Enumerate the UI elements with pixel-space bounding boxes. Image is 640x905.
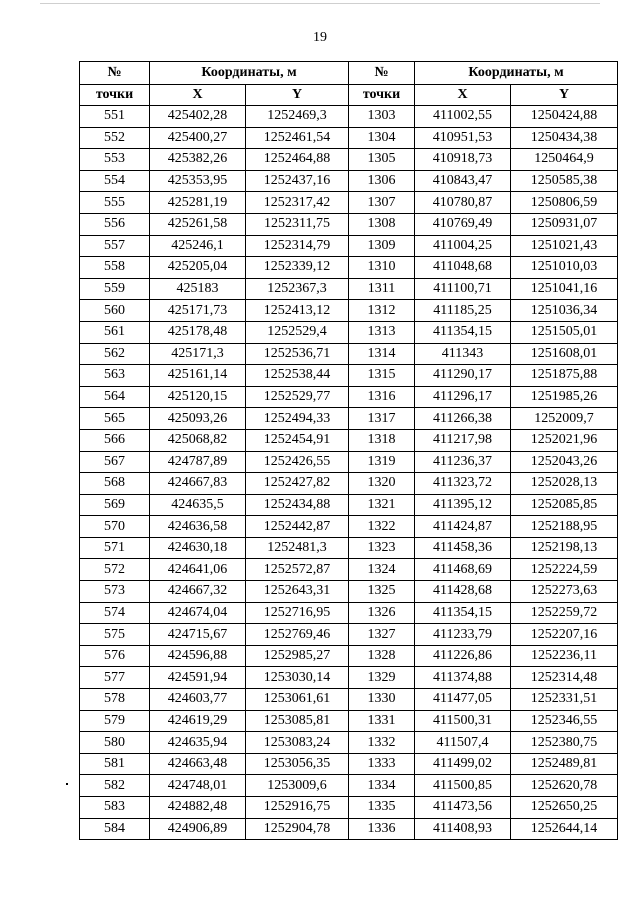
x-coordinate-right: 411002,55 xyxy=(415,106,511,128)
y-coordinate-right: 1252380,75 xyxy=(511,732,618,754)
x-coordinate-left: 425261,58 xyxy=(150,213,246,235)
point-number-right: 1329 xyxy=(349,667,415,689)
y-coordinate-right: 1251021,43 xyxy=(511,235,618,257)
point-number-right: 1326 xyxy=(349,602,415,624)
y-coordinate-left: 1252434,88 xyxy=(246,494,349,516)
y-coordinate-right: 1250424,88 xyxy=(511,106,618,128)
y-coordinate-right: 1251041,16 xyxy=(511,278,618,300)
point-number-left: 576 xyxy=(80,645,150,667)
y-coordinate-left: 1252572,87 xyxy=(246,559,349,581)
x-coordinate-left: 425120,15 xyxy=(150,386,246,408)
y-coordinate-right: 1251505,01 xyxy=(511,321,618,343)
table-row xyxy=(80,732,618,754)
point-label-header-right: точки xyxy=(349,85,415,106)
y-coordinate-right: 1252085,85 xyxy=(511,494,618,516)
table-row xyxy=(80,581,618,603)
table-row xyxy=(80,494,618,516)
header-row-top xyxy=(80,62,618,85)
table-row xyxy=(80,645,618,667)
x-coordinate-left: 424596,88 xyxy=(150,645,246,667)
x-coordinate-right: 411266,38 xyxy=(415,408,511,430)
point-number-left: 555 xyxy=(80,192,150,214)
point-number-right: 1335 xyxy=(349,797,415,819)
point-number-right: 1319 xyxy=(349,451,415,473)
y-coordinate-left: 1252469,3 xyxy=(246,106,349,128)
table-row xyxy=(80,127,618,149)
x-coordinate-right: 411424,87 xyxy=(415,516,511,538)
table-row xyxy=(80,624,618,646)
point-number-left: 581 xyxy=(80,753,150,775)
y-coordinate-right: 1250434,38 xyxy=(511,127,618,149)
x-coordinate-right: 410951,53 xyxy=(415,127,511,149)
table-row xyxy=(80,278,618,300)
point-number-right: 1306 xyxy=(349,170,415,192)
x-coordinate-right: 411233,79 xyxy=(415,624,511,646)
point-number-right: 1330 xyxy=(349,689,415,711)
y-coordinate-left: 1253083,24 xyxy=(246,732,349,754)
y-coordinate-right: 1252331,51 xyxy=(511,689,618,711)
point-number-left: 570 xyxy=(80,516,150,538)
x-header-left: X xyxy=(150,85,246,106)
y-coordinate-left: 1252716,95 xyxy=(246,602,349,624)
y-coordinate-left: 1252413,12 xyxy=(246,300,349,322)
table-row xyxy=(80,710,618,732)
x-coordinate-right: 411500,85 xyxy=(415,775,511,797)
table-row xyxy=(80,753,618,775)
x-coordinate-right: 411428,68 xyxy=(415,581,511,603)
y-coordinate-right: 1252028,13 xyxy=(511,473,618,495)
table-row xyxy=(80,667,618,689)
x-coordinate-left: 425400,27 xyxy=(150,127,246,149)
point-number-right: 1325 xyxy=(349,581,415,603)
point-number-right: 1320 xyxy=(349,473,415,495)
y-coordinate-left: 1252367,3 xyxy=(246,278,349,300)
table-row xyxy=(80,797,618,819)
x-coordinate-left: 425161,14 xyxy=(150,365,246,387)
y-coordinate-right: 1252259,72 xyxy=(511,602,618,624)
x-coordinate-right: 411354,15 xyxy=(415,321,511,343)
y-coordinate-left: 1252538,44 xyxy=(246,365,349,387)
y-coordinate-right: 1252224,59 xyxy=(511,559,618,581)
y-coordinate-right: 1250464,9 xyxy=(511,149,618,171)
header-row-bottom xyxy=(80,85,618,106)
coordinates-header-left: Координаты, м xyxy=(150,62,349,85)
y-coordinate-left: 1252427,82 xyxy=(246,473,349,495)
y-coordinate-right: 1251875,88 xyxy=(511,365,618,387)
point-number-left: 562 xyxy=(80,343,150,365)
point-number-left: 579 xyxy=(80,710,150,732)
x-coordinate-left: 425171,3 xyxy=(150,343,246,365)
y-coordinate-left: 1252529,4 xyxy=(246,321,349,343)
table-row xyxy=(80,300,618,322)
x-coordinate-left: 424663,48 xyxy=(150,753,246,775)
table-row xyxy=(80,559,618,581)
point-number-right: 1303 xyxy=(349,106,415,128)
y-coordinate-right: 1252620,78 xyxy=(511,775,618,797)
x-coordinate-left: 424667,83 xyxy=(150,473,246,495)
x-coordinate-left: 424641,06 xyxy=(150,559,246,581)
y-coordinate-right: 1252650,25 xyxy=(511,797,618,819)
x-coordinate-right: 411507,4 xyxy=(415,732,511,754)
x-coordinate-right: 411185,25 xyxy=(415,300,511,322)
y-coordinate-left: 1252985,27 xyxy=(246,645,349,667)
y-coordinate-left: 1252464,88 xyxy=(246,149,349,171)
point-number-left: 575 xyxy=(80,624,150,646)
x-coordinate-left: 425171,73 xyxy=(150,300,246,322)
table-row xyxy=(80,408,618,430)
x-coordinate-left: 425382,26 xyxy=(150,149,246,171)
point-number-right: 1313 xyxy=(349,321,415,343)
x-coordinate-left: 424715,67 xyxy=(150,624,246,646)
y-coordinate-left: 1252481,3 xyxy=(246,537,349,559)
point-number-left: 560 xyxy=(80,300,150,322)
table-row xyxy=(80,818,618,840)
x-coordinate-left: 424906,89 xyxy=(150,818,246,840)
point-number-right: 1304 xyxy=(349,127,415,149)
table-row xyxy=(80,192,618,214)
x-coordinate-left: 424787,89 xyxy=(150,451,246,473)
point-number-left: 557 xyxy=(80,235,150,257)
point-number-right: 1322 xyxy=(349,516,415,538)
y-coordinate-right: 1251608,01 xyxy=(511,343,618,365)
point-number-left: 561 xyxy=(80,321,150,343)
y-header-left: Y xyxy=(246,85,349,106)
point-number-right: 1309 xyxy=(349,235,415,257)
y-coordinate-left: 1252311,75 xyxy=(246,213,349,235)
x-coordinate-left: 425246,1 xyxy=(150,235,246,257)
y-coordinate-left: 1252494,33 xyxy=(246,408,349,430)
point-number-left: 567 xyxy=(80,451,150,473)
point-number-left: 571 xyxy=(80,537,150,559)
y-coordinate-left: 1253009,6 xyxy=(246,775,349,797)
point-number-right: 1312 xyxy=(349,300,415,322)
y-coordinate-right: 1252236,11 xyxy=(511,645,618,667)
point-number-right: 1307 xyxy=(349,192,415,214)
x-coordinate-left: 424635,5 xyxy=(150,494,246,516)
scan-speck xyxy=(66,783,68,785)
y-coordinate-left: 1252916,75 xyxy=(246,797,349,819)
y-coordinate-right: 1250931,07 xyxy=(511,213,618,235)
x-coordinate-right: 411468,69 xyxy=(415,559,511,581)
point-number-right: 1314 xyxy=(349,343,415,365)
scan-top-edge-line xyxy=(40,3,600,4)
y-coordinate-right: 1251985,26 xyxy=(511,386,618,408)
point-number-right: 1318 xyxy=(349,429,415,451)
x-coordinate-right: 411048,68 xyxy=(415,257,511,279)
point-number-left: 568 xyxy=(80,473,150,495)
y-coordinate-right: 1251010,03 xyxy=(511,257,618,279)
y-coordinate-left: 1252461,54 xyxy=(246,127,349,149)
point-number-left: 552 xyxy=(80,127,150,149)
point-number-right: 1305 xyxy=(349,149,415,171)
point-number-right: 1333 xyxy=(349,753,415,775)
x-coordinate-left: 424674,04 xyxy=(150,602,246,624)
x-coordinate-right: 411296,17 xyxy=(415,386,511,408)
point-number-left: 584 xyxy=(80,818,150,840)
point-number-right: 1316 xyxy=(349,386,415,408)
table-row xyxy=(80,257,618,279)
point-number-left: 554 xyxy=(80,170,150,192)
table-row xyxy=(80,235,618,257)
table-row xyxy=(80,451,618,473)
point-number-left: 566 xyxy=(80,429,150,451)
y-coordinate-left: 1252426,55 xyxy=(246,451,349,473)
x-coordinate-right: 411100,71 xyxy=(415,278,511,300)
x-coordinate-right: 411354,15 xyxy=(415,602,511,624)
y-coordinate-left: 1252643,31 xyxy=(246,581,349,603)
x-coordinate-right: 410780,87 xyxy=(415,192,511,214)
table-row xyxy=(80,775,618,797)
x-coordinate-left: 424591,94 xyxy=(150,667,246,689)
table-row xyxy=(80,106,618,128)
point-number-right: 1336 xyxy=(349,818,415,840)
y-coordinate-right: 1252021,96 xyxy=(511,429,618,451)
x-coordinate-right: 411217,98 xyxy=(415,429,511,451)
x-coordinate-left: 424603,77 xyxy=(150,689,246,711)
x-coordinate-right: 411004,25 xyxy=(415,235,511,257)
x-coordinate-left: 425205,04 xyxy=(150,257,246,279)
table-row xyxy=(80,213,618,235)
x-coordinate-right: 411236,37 xyxy=(415,451,511,473)
point-number-right: 1327 xyxy=(349,624,415,646)
y-coordinate-right: 1252207,16 xyxy=(511,624,618,646)
y-coordinate-right: 1252314,48 xyxy=(511,667,618,689)
x-coordinate-left: 424667,32 xyxy=(150,581,246,603)
point-number-left: 572 xyxy=(80,559,150,581)
x-coordinate-left: 424882,48 xyxy=(150,797,246,819)
y-coordinate-left: 1252339,12 xyxy=(246,257,349,279)
x-coordinate-left: 425281,19 xyxy=(150,192,246,214)
x-coordinate-right: 411323,72 xyxy=(415,473,511,495)
table-row xyxy=(80,321,618,343)
point-number-right: 1310 xyxy=(349,257,415,279)
x-coordinate-left: 425178,48 xyxy=(150,321,246,343)
table-row xyxy=(80,516,618,538)
point-number-left: 558 xyxy=(80,257,150,279)
point-number-left: 580 xyxy=(80,732,150,754)
y-coordinate-left: 1252529,77 xyxy=(246,386,349,408)
table-row xyxy=(80,602,618,624)
x-coordinate-left: 425183 xyxy=(150,278,246,300)
page-number: 19 xyxy=(313,30,327,45)
x-coordinate-right: 410769,49 xyxy=(415,213,511,235)
x-coordinate-left: 424635,94 xyxy=(150,732,246,754)
y-coordinate-left: 1252536,71 xyxy=(246,343,349,365)
point-number-left: 583 xyxy=(80,797,150,819)
point-number-left: 565 xyxy=(80,408,150,430)
y-coordinate-left: 1253085,81 xyxy=(246,710,349,732)
table-row xyxy=(80,170,618,192)
y-coordinate-left: 1252442,87 xyxy=(246,516,349,538)
x-header-right: X xyxy=(415,85,511,106)
point-number-right: 1331 xyxy=(349,710,415,732)
point-number-header-right: № xyxy=(349,62,415,85)
point-number-left: 563 xyxy=(80,365,150,387)
y-coordinate-right: 1250806,59 xyxy=(511,192,618,214)
x-coordinate-left: 424748,01 xyxy=(150,775,246,797)
x-coordinate-right: 411473,56 xyxy=(415,797,511,819)
point-number-left: 573 xyxy=(80,581,150,603)
x-coordinate-right: 411226,86 xyxy=(415,645,511,667)
x-coordinate-right: 411408,93 xyxy=(415,818,511,840)
y-coordinate-right: 1252489,81 xyxy=(511,753,618,775)
point-number-left: 556 xyxy=(80,213,150,235)
point-number-right: 1328 xyxy=(349,645,415,667)
x-coordinate-right: 410843,47 xyxy=(415,170,511,192)
y-coordinate-left: 1253056,35 xyxy=(246,753,349,775)
point-number-left: 569 xyxy=(80,494,150,516)
point-number-left: 551 xyxy=(80,106,150,128)
point-number-left: 564 xyxy=(80,386,150,408)
y-coordinate-left: 1252769,46 xyxy=(246,624,349,646)
coordinates-table-body xyxy=(80,106,618,840)
point-number-right: 1317 xyxy=(349,408,415,430)
y-coordinate-left: 1253061,61 xyxy=(246,689,349,711)
y-coordinate-right: 1252188,95 xyxy=(511,516,618,538)
x-coordinate-left: 424619,29 xyxy=(150,710,246,732)
x-coordinate-right: 410918,73 xyxy=(415,149,511,171)
point-number-left: 559 xyxy=(80,278,150,300)
table-row xyxy=(80,365,618,387)
point-number-left: 553 xyxy=(80,149,150,171)
y-coordinate-right: 1252009,7 xyxy=(511,408,618,430)
point-number-left: 578 xyxy=(80,689,150,711)
y-coordinate-right: 1252273,63 xyxy=(511,581,618,603)
point-number-right: 1324 xyxy=(349,559,415,581)
point-number-left: 577 xyxy=(80,667,150,689)
x-coordinate-right: 411343 xyxy=(415,343,511,365)
y-coordinate-left: 1252314,79 xyxy=(246,235,349,257)
y-coordinate-right: 1250585,38 xyxy=(511,170,618,192)
x-coordinate-left: 425093,26 xyxy=(150,408,246,430)
x-coordinate-left: 425402,28 xyxy=(150,106,246,128)
coordinates-header-right: Координаты, м xyxy=(415,62,618,85)
y-coordinate-right: 1252198,13 xyxy=(511,537,618,559)
y-coordinate-right: 1252346,55 xyxy=(511,710,618,732)
point-number-left: 574 xyxy=(80,602,150,624)
point-number-header-left: № xyxy=(80,62,150,85)
y-coordinate-left: 1252454,91 xyxy=(246,429,349,451)
table-row xyxy=(80,429,618,451)
point-label-header-left: точки xyxy=(80,85,150,106)
table-row xyxy=(80,537,618,559)
x-coordinate-right: 411395,12 xyxy=(415,494,511,516)
table-row xyxy=(80,473,618,495)
table-row xyxy=(80,386,618,408)
point-number-right: 1332 xyxy=(349,732,415,754)
x-coordinate-right: 411458,36 xyxy=(415,537,511,559)
point-number-right: 1315 xyxy=(349,365,415,387)
y-coordinate-left: 1252904,78 xyxy=(246,818,349,840)
x-coordinate-right: 411499,02 xyxy=(415,753,511,775)
x-coordinate-left: 425068,82 xyxy=(150,429,246,451)
table-row xyxy=(80,689,618,711)
point-number-left: 582 xyxy=(80,775,150,797)
y-coordinate-right: 1251036,34 xyxy=(511,300,618,322)
y-coordinate-left: 1253030,14 xyxy=(246,667,349,689)
point-number-right: 1311 xyxy=(349,278,415,300)
x-coordinate-left: 424636,58 xyxy=(150,516,246,538)
y-coordinate-left: 1252317,42 xyxy=(246,192,349,214)
y-coordinate-right: 1252043,26 xyxy=(511,451,618,473)
point-number-right: 1308 xyxy=(349,213,415,235)
x-coordinate-right: 411374,88 xyxy=(415,667,511,689)
x-coordinate-left: 424630,18 xyxy=(150,537,246,559)
y-coordinate-left: 1252437,16 xyxy=(246,170,349,192)
x-coordinate-right: 411290,17 xyxy=(415,365,511,387)
point-number-right: 1334 xyxy=(349,775,415,797)
point-number-right: 1321 xyxy=(349,494,415,516)
y-header-right: Y xyxy=(511,85,618,106)
table-row xyxy=(80,343,618,365)
table-row xyxy=(80,149,618,171)
x-coordinate-right: 411500,31 xyxy=(415,710,511,732)
coordinates-table xyxy=(79,61,618,840)
x-coordinate-right: 411477,05 xyxy=(415,689,511,711)
y-coordinate-right: 1252644,14 xyxy=(511,818,618,840)
point-number-right: 1323 xyxy=(349,537,415,559)
x-coordinate-left: 425353,95 xyxy=(150,170,246,192)
